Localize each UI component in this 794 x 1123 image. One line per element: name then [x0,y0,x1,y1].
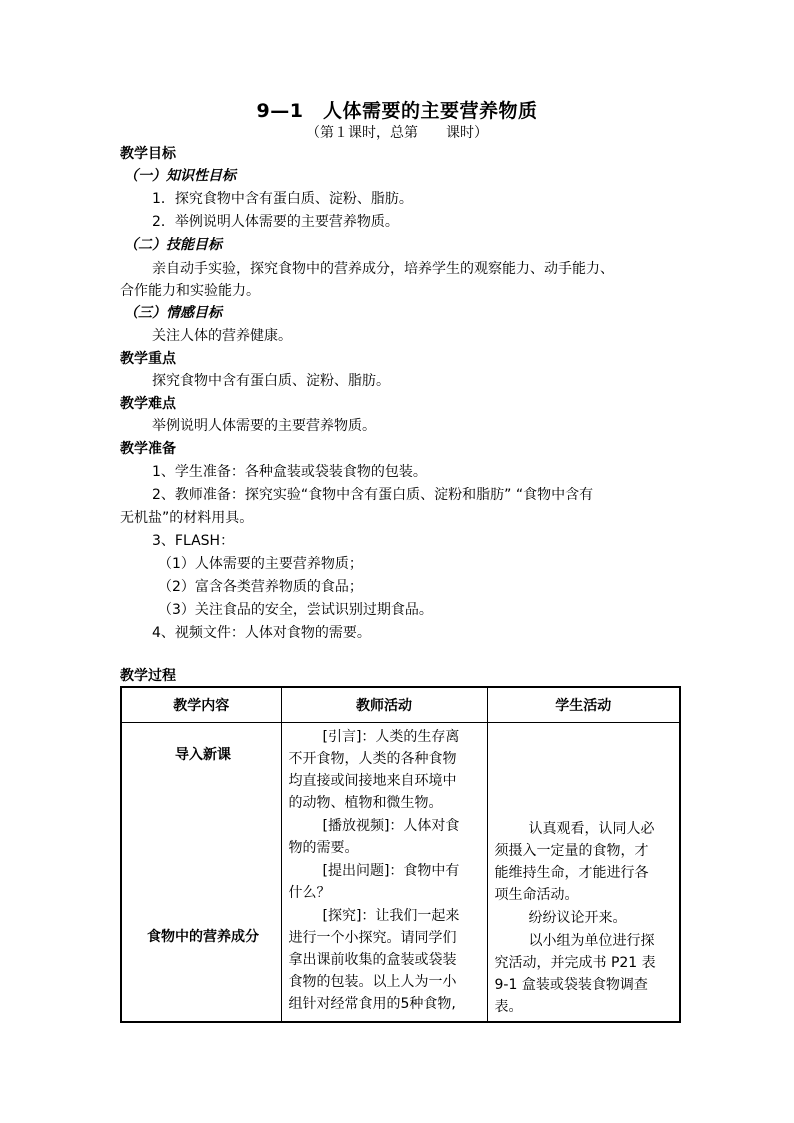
student-line: 认真观看，认同人必 [528,821,655,837]
emotion-text: 关注人体的营养健康。 [152,328,292,344]
teacher-line: [探究]：让我们一起来 [322,908,460,924]
content-cell [121,723,281,1023]
teacher-line: [播放视频]：人体对食 [322,818,460,834]
table-row [121,723,680,1023]
skill-heading: （二）技能目标 [124,237,222,253]
page-subtitle: （第１课时，总第 课时） [306,125,488,141]
teacher-line: 进行一个小探究。请同学们 [288,930,457,946]
emotion-heading: （三）情感目标 [124,305,222,321]
difficulties-heading: 教学难点 [120,396,176,412]
student-line: 究活动，并完成书 P21 表 [494,955,656,971]
preparation-line: （1）人体需要的主要营养物质； [158,556,363,572]
teacher-line: 物的需要。 [288,840,359,856]
column-header: 教学内容 [121,687,281,723]
preparation-heading: 教学准备 [120,441,176,457]
preparation-line: 1、学生准备：各种盒装或袋装食物的包装。 [152,464,427,480]
teacher-line: 食物的包装。以上人为一小 [288,974,457,990]
key-points-text: 探究食物中含有蛋白质、淀粉、脂肪。 [152,373,390,389]
preparation-line: 3、FLASH： [152,533,235,549]
student-line: 9-1 盒装或袋装食物调查 [494,977,648,993]
process-heading: 教学过程 [120,668,176,684]
teacher-line: [引言]：人类的生存离 [322,729,460,745]
preparation-line: 4、视频文件：人体对食物的需要。 [152,625,371,641]
preparation-line: （3）关注食品的安全，尝试识别过期食品。 [158,602,433,618]
teacher-line: 拿出课前收集的盒装或袋装 [288,952,457,968]
teacher-line: [提出问题]：食物中有 [322,863,460,879]
student-line: 能维持生命，才能进行各 [494,865,649,881]
objectives-heading: 教学目标 [120,146,176,162]
column-header: 教师活动 [281,687,487,723]
preparation-line: 2、教师准备：探究实验“食物中含有蛋白质、淀粉和脂肪” “食物中含有 [152,487,594,503]
knowledge-item: 1．探究食物中含有蛋白质、淀粉、脂肪。 [152,191,413,207]
key-points-heading: 教学重点 [120,351,176,367]
preparation-line: （2）富含各类营养物质的食品； [158,579,363,595]
table-header-row [121,687,680,723]
preparation-line: 无机盐”的材料用具。 [120,510,254,526]
knowledge-heading: （一）知识性目标 [124,168,236,184]
teacher-line: 什么？ [288,885,331,901]
student-line: 须摄入一定量的食物，才 [494,843,649,859]
teacher-line: 均直接或间接地来自环境中 [288,773,457,789]
teacher-line: 组针对经常食用的5种食物, [288,996,456,1012]
row-label: 食物中的营养成分 [147,929,259,945]
column-header: 学生活动 [487,687,680,723]
process-table [120,686,681,1023]
student-line: 以小组为单位进行探 [528,933,655,949]
skill-text: 亲自动手实验，探究食物中的营养成分，培养学生的观察能力、动手能力、 [152,261,614,277]
teacher-line: 不开食物，人类的各种食物 [288,751,457,767]
teacher-line: 的动物、植物和微生物。 [288,795,443,811]
student-line: 项生命活动。 [494,887,579,903]
difficulties-text: 举例说明人体需要的主要营养物质。 [152,418,376,434]
skill-text: 合作能力和实验能力。 [120,283,260,299]
knowledge-item: 2．举例说明人体需要的主要营养物质。 [152,214,399,230]
student-line: 表。 [494,999,523,1015]
page-title: 9—1 人体需要的主要营养物质 [256,100,538,122]
teacher-cell [281,723,487,1023]
row-label: 导入新课 [175,747,231,763]
student-line: 纷纷议论开来。 [528,910,627,926]
student-cell [487,723,680,1023]
